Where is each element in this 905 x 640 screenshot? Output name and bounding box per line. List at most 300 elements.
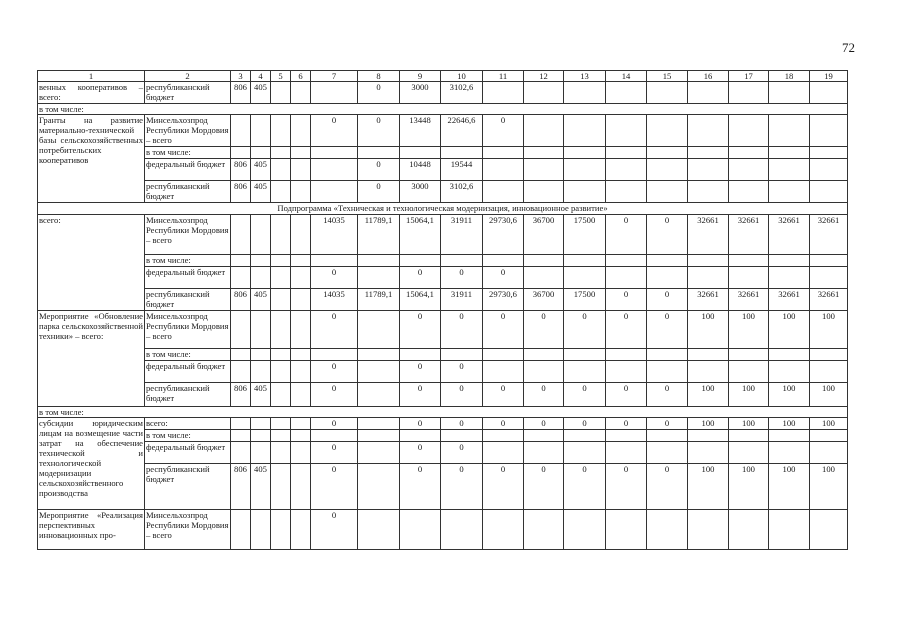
value-cell xyxy=(251,361,271,383)
value-cell xyxy=(311,147,358,159)
value-cell: 100 xyxy=(729,383,769,407)
value-cell xyxy=(606,349,647,361)
value-cell xyxy=(769,267,810,289)
value-cell: 0 xyxy=(441,311,483,349)
value-cell: 14035 xyxy=(311,215,358,255)
value-cell: 0 xyxy=(564,464,606,510)
value-cell: 100 xyxy=(810,464,848,510)
value-cell xyxy=(606,147,647,159)
value-cell xyxy=(231,442,251,464)
value-cell xyxy=(441,430,483,442)
value-cell xyxy=(483,255,524,267)
value-cell: 0 xyxy=(564,383,606,407)
column-header: 11 xyxy=(483,71,524,82)
value-cell xyxy=(769,442,810,464)
value-cell xyxy=(311,430,358,442)
value-cell xyxy=(271,181,291,203)
value-cell: 22646,6 xyxy=(441,115,483,147)
value-cell: 0 xyxy=(311,311,358,349)
value-cell xyxy=(483,159,524,181)
value-cell xyxy=(810,361,848,383)
value-cell xyxy=(769,510,810,550)
value-cell: 0 xyxy=(400,464,441,510)
value-cell xyxy=(441,255,483,267)
value-cell: 0 xyxy=(311,267,358,289)
value-cell xyxy=(291,115,311,147)
value-cell: 3102,6 xyxy=(441,82,483,104)
value-cell: 405 xyxy=(251,464,271,510)
value-cell xyxy=(251,418,271,430)
table-row xyxy=(38,289,848,311)
value-cell: 806 xyxy=(231,464,251,510)
table-row xyxy=(38,383,848,407)
executor-cell: федеральный бюджет xyxy=(145,159,231,181)
value-cell: 32661 xyxy=(729,215,769,255)
value-cell xyxy=(271,115,291,147)
value-cell xyxy=(606,115,647,147)
value-cell: 32661 xyxy=(688,289,729,311)
value-cell: 0 xyxy=(400,361,441,383)
column-header: 13 xyxy=(564,71,606,82)
value-cell xyxy=(291,349,311,361)
value-cell xyxy=(483,82,524,104)
value-cell xyxy=(769,255,810,267)
value-cell xyxy=(729,361,769,383)
value-cell xyxy=(400,510,441,550)
value-cell: 15064,1 xyxy=(400,215,441,255)
value-cell: 0 xyxy=(483,418,524,430)
executor-cell: республиканский бюджет xyxy=(145,82,231,104)
value-cell: 806 xyxy=(231,289,251,311)
value-cell xyxy=(564,115,606,147)
column-header: 2 xyxy=(145,71,231,82)
value-cell xyxy=(311,82,358,104)
value-cell: 0 xyxy=(564,311,606,349)
value-cell: 3102,6 xyxy=(441,181,483,203)
value-cell xyxy=(291,181,311,203)
value-cell xyxy=(524,159,564,181)
table-row xyxy=(38,147,848,159)
measure-name-cell: Гранты на развитие материально-технической базы сельскохозяйственных потребительских кооперативов xyxy=(38,115,145,203)
executor-cell: федеральный бюджет xyxy=(145,267,231,289)
value-cell: 405 xyxy=(251,181,271,203)
value-cell: 0 xyxy=(441,418,483,430)
value-cell xyxy=(647,349,688,361)
value-cell: 32661 xyxy=(769,289,810,311)
value-cell xyxy=(483,442,524,464)
table-row xyxy=(38,267,848,289)
value-cell xyxy=(647,159,688,181)
table-row xyxy=(38,104,848,115)
value-cell: 0 xyxy=(311,115,358,147)
value-cell xyxy=(271,418,291,430)
column-header: 12 xyxy=(524,71,564,82)
value-cell xyxy=(729,255,769,267)
value-cell: 10448 xyxy=(400,159,441,181)
value-cell xyxy=(688,430,729,442)
value-cell xyxy=(291,215,311,255)
value-cell: 0 xyxy=(311,464,358,510)
value-cell xyxy=(564,255,606,267)
column-header: 9 xyxy=(400,71,441,82)
value-cell: 29730,6 xyxy=(483,215,524,255)
value-cell xyxy=(729,430,769,442)
executor-cell: всего: xyxy=(145,418,231,430)
value-cell xyxy=(647,82,688,104)
value-cell xyxy=(647,267,688,289)
table-row xyxy=(38,255,848,267)
table-row xyxy=(38,311,848,349)
subprogram-title: Подпрограмма «Техническая и технологическая модернизация, инновационное развитие» xyxy=(38,203,848,215)
value-cell xyxy=(688,115,729,147)
executor-cell: федеральный бюджет xyxy=(145,361,231,383)
column-header: 19 xyxy=(810,71,848,82)
executor-cell: в том числе: xyxy=(145,430,231,442)
value-cell xyxy=(358,267,400,289)
value-cell xyxy=(524,349,564,361)
value-cell xyxy=(271,430,291,442)
value-cell xyxy=(251,311,271,349)
value-cell xyxy=(564,430,606,442)
value-cell: 32661 xyxy=(769,215,810,255)
value-cell: 0 xyxy=(358,159,400,181)
table-row xyxy=(38,464,848,510)
table-row xyxy=(38,181,848,203)
value-cell xyxy=(729,82,769,104)
executor-cell: в том числе: xyxy=(145,147,231,159)
value-cell xyxy=(688,361,729,383)
value-cell xyxy=(564,442,606,464)
column-header: 1 xyxy=(38,71,145,82)
value-cell xyxy=(524,181,564,203)
value-cell xyxy=(311,181,358,203)
table-row xyxy=(38,430,848,442)
value-cell: 17500 xyxy=(564,215,606,255)
value-cell xyxy=(564,181,606,203)
table-row xyxy=(38,442,848,464)
value-cell: 100 xyxy=(810,311,848,349)
value-cell xyxy=(606,159,647,181)
column-header: 6 xyxy=(291,71,311,82)
value-cell: 31911 xyxy=(441,215,483,255)
value-cell: 0 xyxy=(647,215,688,255)
measure-name-cell: всего: xyxy=(38,215,145,311)
value-cell xyxy=(769,159,810,181)
column-header: 15 xyxy=(647,71,688,82)
value-cell: 0 xyxy=(400,442,441,464)
value-cell xyxy=(524,430,564,442)
value-cell: 32661 xyxy=(688,215,729,255)
value-cell: 100 xyxy=(729,311,769,349)
value-cell xyxy=(291,442,311,464)
value-cell xyxy=(810,510,848,550)
value-cell: 0 xyxy=(606,215,647,255)
value-cell xyxy=(729,267,769,289)
value-cell: 100 xyxy=(688,383,729,407)
value-cell xyxy=(441,510,483,550)
value-cell: 0 xyxy=(524,311,564,349)
value-cell xyxy=(271,383,291,407)
value-cell: 0 xyxy=(400,418,441,430)
value-cell: 0 xyxy=(647,311,688,349)
value-cell xyxy=(251,349,271,361)
value-cell: 405 xyxy=(251,383,271,407)
value-cell xyxy=(688,181,729,203)
value-cell: 13448 xyxy=(400,115,441,147)
value-cell xyxy=(231,311,251,349)
value-cell xyxy=(358,442,400,464)
column-header: 18 xyxy=(769,71,810,82)
column-header: 5 xyxy=(271,71,291,82)
value-cell: 100 xyxy=(769,464,810,510)
value-cell xyxy=(358,464,400,510)
value-cell xyxy=(291,418,311,430)
value-cell: 0 xyxy=(358,115,400,147)
value-cell xyxy=(729,181,769,203)
value-cell: 0 xyxy=(606,289,647,311)
value-cell xyxy=(647,181,688,203)
value-cell xyxy=(291,147,311,159)
value-cell: 806 xyxy=(231,159,251,181)
value-cell xyxy=(231,349,251,361)
value-cell xyxy=(810,159,848,181)
value-cell xyxy=(647,510,688,550)
value-cell xyxy=(647,442,688,464)
column-header: 17 xyxy=(729,71,769,82)
value-cell: 0 xyxy=(647,418,688,430)
value-cell xyxy=(271,311,291,349)
value-cell: 15064,1 xyxy=(400,289,441,311)
value-cell xyxy=(271,464,291,510)
value-cell xyxy=(291,82,311,104)
value-cell xyxy=(769,349,810,361)
value-cell xyxy=(291,289,311,311)
value-cell: 0 xyxy=(358,82,400,104)
value-cell: 100 xyxy=(688,311,729,349)
value-cell xyxy=(483,430,524,442)
value-cell: 0 xyxy=(606,311,647,349)
executor-cell: Минсельхозпрод Республики Мордовия – всего xyxy=(145,115,231,147)
value-cell xyxy=(524,147,564,159)
value-cell: 17500 xyxy=(564,289,606,311)
value-cell xyxy=(647,255,688,267)
value-cell xyxy=(483,181,524,203)
value-cell: 0 xyxy=(441,361,483,383)
value-cell xyxy=(271,159,291,181)
value-cell xyxy=(524,442,564,464)
value-cell xyxy=(606,181,647,203)
value-cell xyxy=(647,361,688,383)
value-cell xyxy=(647,115,688,147)
executor-cell: федеральный бюджет xyxy=(145,442,231,464)
value-cell xyxy=(231,255,251,267)
value-cell: 0 xyxy=(483,115,524,147)
value-cell xyxy=(810,255,848,267)
section-label: в том числе: xyxy=(38,104,848,115)
value-cell: 0 xyxy=(647,464,688,510)
value-cell: 19544 xyxy=(441,159,483,181)
value-cell: 36700 xyxy=(524,289,564,311)
value-cell xyxy=(606,510,647,550)
value-cell xyxy=(231,418,251,430)
value-cell xyxy=(688,255,729,267)
value-cell: 100 xyxy=(810,418,848,430)
value-cell: 0 xyxy=(311,361,358,383)
value-cell xyxy=(358,349,400,361)
value-cell xyxy=(271,215,291,255)
column-header: 10 xyxy=(441,71,483,82)
budget-table xyxy=(37,70,848,550)
value-cell: 36700 xyxy=(524,215,564,255)
value-cell: 0 xyxy=(524,418,564,430)
value-cell xyxy=(564,82,606,104)
value-cell xyxy=(769,361,810,383)
value-cell xyxy=(271,349,291,361)
value-cell xyxy=(251,215,271,255)
value-cell: 0 xyxy=(400,311,441,349)
value-cell xyxy=(606,430,647,442)
value-cell xyxy=(251,430,271,442)
table-row xyxy=(38,115,848,147)
value-cell xyxy=(810,442,848,464)
value-cell xyxy=(483,361,524,383)
table-row xyxy=(38,349,848,361)
value-cell xyxy=(483,349,524,361)
value-cell xyxy=(729,147,769,159)
value-cell xyxy=(564,267,606,289)
value-cell xyxy=(231,267,251,289)
value-cell: 0 xyxy=(606,383,647,407)
value-cell xyxy=(291,430,311,442)
value-cell xyxy=(647,147,688,159)
table-row xyxy=(38,159,848,181)
value-cell xyxy=(291,361,311,383)
value-cell xyxy=(810,82,848,104)
measure-name-cell: субсидии юридическим лицам на возмещение части затрат на обеспечение технической и технологической модернизации сельскохозяйственного производства xyxy=(38,418,145,510)
value-cell xyxy=(358,361,400,383)
executor-cell: Минсельхозпрод Республики Мордовия – всего xyxy=(145,215,231,255)
value-cell xyxy=(769,430,810,442)
value-cell xyxy=(251,147,271,159)
column-header: 8 xyxy=(358,71,400,82)
value-cell xyxy=(810,147,848,159)
value-cell xyxy=(564,361,606,383)
value-cell: 14035 xyxy=(311,289,358,311)
value-cell xyxy=(524,82,564,104)
value-cell: 11789,1 xyxy=(358,215,400,255)
value-cell: 0 xyxy=(606,418,647,430)
value-cell: 0 xyxy=(647,289,688,311)
value-cell xyxy=(291,267,311,289)
value-cell: 0 xyxy=(483,383,524,407)
value-cell: 0 xyxy=(647,383,688,407)
value-cell xyxy=(688,82,729,104)
value-cell xyxy=(729,349,769,361)
value-cell xyxy=(291,159,311,181)
value-cell: 0 xyxy=(311,418,358,430)
value-cell xyxy=(231,510,251,550)
value-cell xyxy=(271,361,291,383)
value-cell: 0 xyxy=(441,464,483,510)
executor-cell: республиканский бюджет xyxy=(145,181,231,203)
value-cell xyxy=(251,115,271,147)
value-cell xyxy=(564,349,606,361)
value-cell: 0 xyxy=(483,267,524,289)
value-cell xyxy=(291,311,311,349)
value-cell: 3000 xyxy=(400,82,441,104)
value-cell: 0 xyxy=(311,510,358,550)
value-cell xyxy=(231,361,251,383)
value-cell xyxy=(291,464,311,510)
table-row xyxy=(38,418,848,430)
column-header: 16 xyxy=(688,71,729,82)
value-cell: 405 xyxy=(251,289,271,311)
value-cell: 0 xyxy=(400,267,441,289)
value-cell xyxy=(251,255,271,267)
value-cell xyxy=(311,159,358,181)
value-cell: 0 xyxy=(606,464,647,510)
subprogram-row xyxy=(38,203,848,215)
value-cell xyxy=(564,159,606,181)
value-cell xyxy=(271,289,291,311)
value-cell xyxy=(524,510,564,550)
value-cell xyxy=(810,115,848,147)
value-cell xyxy=(400,147,441,159)
value-cell xyxy=(606,255,647,267)
value-cell xyxy=(810,430,848,442)
value-cell: 0 xyxy=(311,383,358,407)
value-cell: 3000 xyxy=(400,181,441,203)
value-cell xyxy=(769,181,810,203)
value-cell xyxy=(231,115,251,147)
value-cell xyxy=(400,430,441,442)
value-cell: 0 xyxy=(524,383,564,407)
value-cell xyxy=(251,267,271,289)
table-row xyxy=(38,82,848,104)
value-cell xyxy=(729,159,769,181)
measure-name-cell: Мероприятие «Обновление парка сельскохозяйственной техники» – всего: xyxy=(38,311,145,407)
value-cell xyxy=(810,349,848,361)
value-cell xyxy=(271,510,291,550)
value-cell: 11789,1 xyxy=(358,289,400,311)
value-cell xyxy=(524,361,564,383)
value-cell xyxy=(358,430,400,442)
value-cell xyxy=(769,115,810,147)
value-cell xyxy=(606,82,647,104)
value-cell: 0 xyxy=(400,383,441,407)
page-number: 72 xyxy=(842,40,855,55)
value-cell xyxy=(729,442,769,464)
value-cell xyxy=(483,510,524,550)
value-cell: 0 xyxy=(524,464,564,510)
value-cell: 405 xyxy=(251,82,271,104)
value-cell xyxy=(647,430,688,442)
value-cell: 0 xyxy=(483,464,524,510)
table-row xyxy=(38,407,848,418)
value-cell xyxy=(441,147,483,159)
column-header: 14 xyxy=(606,71,647,82)
value-cell xyxy=(271,147,291,159)
value-cell xyxy=(400,349,441,361)
value-cell xyxy=(231,147,251,159)
value-cell xyxy=(810,267,848,289)
value-cell xyxy=(688,510,729,550)
value-cell: 100 xyxy=(688,464,729,510)
value-cell: 100 xyxy=(729,418,769,430)
value-cell xyxy=(688,442,729,464)
value-cell: 29730,6 xyxy=(483,289,524,311)
column-header: 3 xyxy=(231,71,251,82)
